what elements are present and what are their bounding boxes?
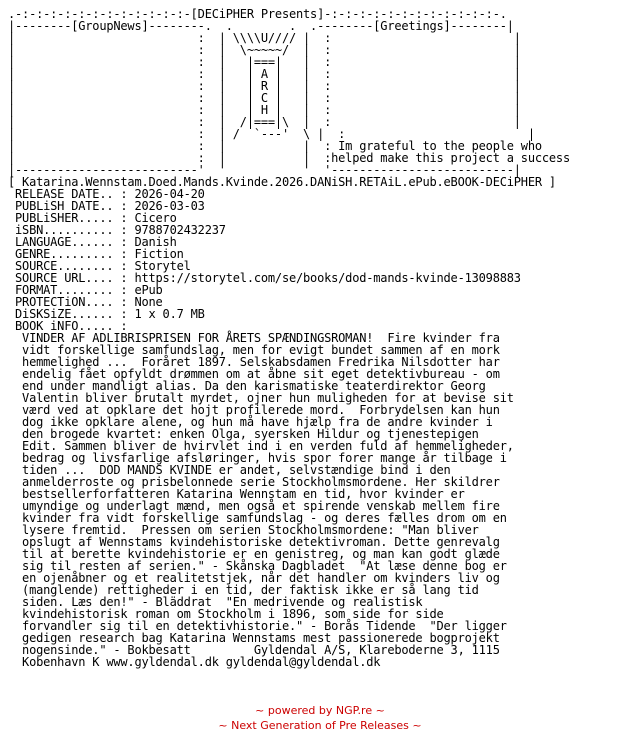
- nfo-line: (manglende) rettigheder i en tid, der faktisk ikke er så lang tid: [8, 583, 479, 597]
- nfo-line: [ Katarina.Wennstam.Doed.Mands.Kvinde.2026.DANiSH.RETAiL.ePub.eBOOK-DECiPHER ]: [8, 175, 556, 189]
- nfo-line: Valentin bliver brutalt myrdet, ojner hun muligheden for at bevise sit: [8, 391, 514, 405]
- nfo-line: FORMAT........ : ePub: [8, 283, 163, 297]
- nfo-line: | : | | A | | : |: [8, 67, 521, 81]
- nfo-line: Edit. Sammen bliver de hvirvlet ind i en verden fuld af hemmeligheder,: [8, 439, 514, 453]
- nfo-line: PUBLiSHER..... : Cicero: [8, 211, 177, 225]
- nfo-line: lysere fremtid. Pressen om serien Stockholmsmordene: "Man bliver: [8, 523, 479, 537]
- nfo-line: |--------[GroupNews]--------. . . .--------[Greetings]--------|: [8, 19, 514, 33]
- nfo-line: sig til resten af serien." - Skånska Dagbladet "At læse denne bog er: [8, 559, 507, 573]
- nfo-line: | : | | H | | : |: [8, 103, 521, 117]
- nfo-line: den brogede kvartet: enken Olga, syersken Hildur og tjenestepigen: [8, 427, 479, 441]
- nfo-line: kvindehistorisk roman om Stockholm i 1896, som side for side: [8, 607, 444, 621]
- nfo-line: | : | / `---' \ | : |: [8, 127, 535, 141]
- nfo-line: | : | \~~~~~/ | : |: [8, 43, 521, 57]
- nfo-line: Kobenhavn K www.gyldendal.dk gyldendal@gyldendal.dk: [8, 655, 381, 669]
- powered-by-footer: ~ powered by NGP.re ~: [255, 704, 385, 717]
- tagline-footer: ~ Next Generation of Pre Releases ~: [218, 719, 422, 732]
- nfo-line: værd ved at opklare det hojt profilerede mord. Forbrydelsen kan hun: [8, 403, 500, 417]
- nfo-line: tiden ... DOD MANDS KVINDE er andet, selvstændige bind i den: [8, 463, 451, 477]
- nfo-line: | : | | :helped make this project a success: [8, 151, 570, 165]
- nfo-line: bedrag og livsfarlige afsløringer, hvis spor forer mange år tilbage i: [8, 451, 507, 465]
- nfo-line: VINDER AF ADLIBRISPRISEN FOR ÅRETS SPÆNDINGSROMAN! Fire kvinder fra: [8, 331, 500, 345]
- nfo-line: | : | | : Im grateful to the people who: [8, 139, 542, 153]
- nfo-line: PUBLiSH DATE.. : 2026-03-03: [8, 199, 205, 213]
- nfo-line: PROTECTiON.... : None: [8, 295, 163, 309]
- nfo-line: dog ikke opklare alene, og hun må have hjælp fra de andre kvinder i: [8, 415, 493, 429]
- nfo-line: kvinder fra vidt forskellige samfundslag - og deres fælles drom om en: [8, 511, 507, 525]
- nfo-line: nogensinde." - Bokbesatt Gyldendal A/S, Klareboderne 3, 1115: [8, 643, 500, 657]
- nfo-line: BOOK iNFO..... :: [8, 319, 128, 333]
- nfo-line: gedigen research bag Katarina Wennstams mest passionerede bogprojekt: [8, 631, 500, 645]
- nfo-line: DiSKSiZE...... : 1 x 0.7 MB: [8, 307, 205, 321]
- nfo-line: LANGUAGE...... : Danish: [8, 235, 177, 249]
- nfo-line: | : | \\\\U//// | : |: [8, 31, 521, 45]
- nfo-line: | : | | R | | : |: [8, 79, 521, 93]
- nfo-line: GENRE......... : Fiction: [8, 247, 184, 261]
- nfo-line: opslugt af Wennstams kvindehistoriske detektivroman. Dette genrevalg: [8, 535, 500, 549]
- nfo-line: til at berette kvindehistorie er en genistreg, og man kan godt glæde: [8, 547, 500, 561]
- nfo-line: .-:-:-:-:-:-:-:-:-:-:-:-:-[DECiPHER Presents]-:-:-:-:-:-:-:-:-:-:-:-:-.: [8, 7, 507, 21]
- nfo-line: | : | |===| | : |: [8, 55, 521, 69]
- nfo-line: SOURCE URL.... : https://storytel.com/se/books/dod-mands-kvinde-13098883: [8, 271, 521, 285]
- nfo-line: |--------------------------' ' ' '--------------------------|: [8, 163, 521, 177]
- nfo-line: anmelderroste og prisbelonnede serie Stockholmsmordene. Her skildrer: [8, 475, 500, 489]
- nfo-line: bestsellerforfatteren Katarina Wennstam en tid, hvor kvinder er: [8, 487, 465, 501]
- nfo-line: hemmelighed ... Foråret 1897. Selskabsdamen Fredrika Nilsdotter har: [8, 355, 500, 369]
- nfo-line: RELEASE DATE.. : 2026-04-20: [8, 187, 205, 201]
- nfo-line: endelig fået opfyldt drømmen om at åbne sit eget detektivbureau - om: [8, 367, 500, 381]
- nfo-line: forvandler sig til en detektivhistorie." - Borås Tidende "Der ligger: [8, 619, 507, 633]
- nfo-text-block: [8, 8, 570, 668]
- nfo-line: vidt forskellige samfundslag, men for evigt bundet sammen af en mork: [8, 343, 500, 357]
- nfo-line: SOURCE........ : Storytel: [8, 259, 191, 273]
- nfo-line: siden. Læs den!" - Bläddrat "En medrivende og realistisk: [8, 595, 423, 609]
- nfo-line: end under mandligt alias. Da den karismatiske teaterdirektor Georg: [8, 379, 486, 393]
- nfo-line: iSBN.......... : 9788702432237: [8, 223, 226, 237]
- nfo-line: | : | | C | | : |: [8, 91, 521, 105]
- nfo-line: umyndige og underlagt mænd, men også et spirende venskab mellem fire: [8, 499, 500, 513]
- nfo-line: | : | /|===|\ | : |: [8, 115, 521, 129]
- nfo-line: en ojenåbner og et realitetstjek, når det handler om kvinders liv og: [8, 571, 500, 585]
